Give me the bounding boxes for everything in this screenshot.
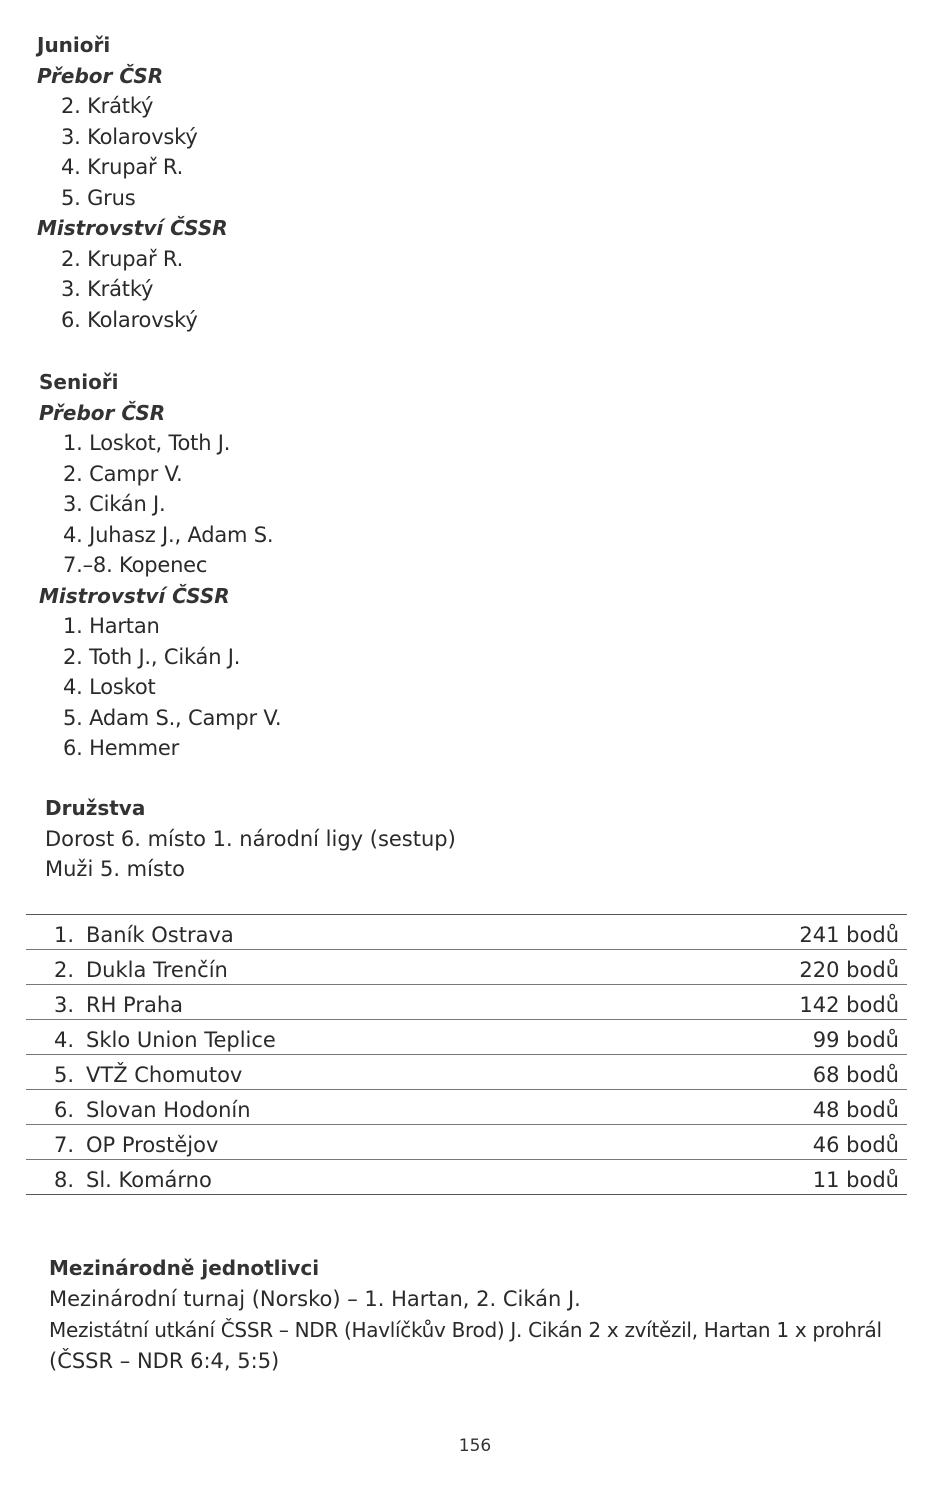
table-row [26,950,907,985]
table-row [26,1055,907,1090]
row-rank: 7. [53,1133,74,1157]
row-team: Sl. Komárno [86,1168,212,1192]
page-number: 156 [458,1436,492,1456]
list-item: 3. Cikán J. [63,492,166,516]
international-line: Mezinárodní turnaj (Norsko) – 1. Hartan, 2. Cikán J. [49,1287,581,1311]
list-item: 7.–8. Kopenec [63,553,208,577]
row-rank: 2. [53,958,74,982]
table-row [26,1125,907,1160]
row-team: RH Praha [86,993,184,1017]
list-item: 2. Krupař R. [61,246,184,271]
row-team: Baník Ostrava [86,923,234,947]
list-item: 4. Loskot [63,675,156,699]
list-item: 3. Krátký [61,277,154,301]
row-points: 241 bodů [799,923,899,947]
row-points: 142 bodů [799,993,899,1017]
list-item: 2. Krátký [61,94,154,118]
row-points: 11 bodů [812,1168,899,1192]
table-row [26,915,907,950]
senior-c1-title: Přebor ČSR [39,400,166,425]
row-points: 68 bodů [812,1063,899,1087]
international-line: (ČSSR – NDR 6:4, 5:5) [49,1349,280,1373]
list-item: 4. Krupař R. [61,155,184,179]
list-item: 2. Campr V. [63,461,183,486]
list-item: 1. Hartan [63,614,160,638]
results-table [26,914,907,1195]
row-rank: 1. [53,923,74,947]
row-team: Dukla Trenčín [86,958,228,982]
international-heading: Mezinárodně jednotlivci [49,1256,320,1280]
international-line: Mezistátní utkání ČSSR – NDR (Havlíčkův Brod) J. Cikán 2 x zvítězil, Hartan 1 x prohrál [49,1318,882,1342]
row-points: 46 bodů [812,1133,899,1157]
list-item: 4. Juhasz J., Adam S. [63,522,274,547]
senior-section [39,367,281,764]
row-team: Slovan Hodonín [86,1098,251,1122]
senior-c2-title: Mistrovství ČSSR [39,583,230,608]
international-section [49,1253,919,1377]
list-item: 1. Loskot, Toth J. [63,431,231,455]
table-row [26,1090,907,1125]
row-rank: 5. [53,1063,74,1087]
teams-line: Muži 5. místo [45,857,185,881]
row-team: Sklo Union Teplice [86,1028,276,1052]
row-rank: 3. [53,993,74,1017]
row-points: 48 bodů [812,1098,899,1122]
teams-line: Dorost 6. místo 1. národní ligy (sestup) [45,826,456,851]
senior-heading: Senioři [39,370,119,394]
list-item: 2. Toth J., Cikán J. [63,644,241,669]
junior-c1-title: Přebor ČSR [37,63,164,88]
junior-heading: Junioři [37,33,111,57]
row-rank: 4. [53,1028,74,1052]
list-item: 3. Kolarovský [61,124,198,149]
list-item: 6. Kolarovský [61,307,198,332]
teams-section [45,793,456,885]
list-item: 6. Hemmer [63,736,180,760]
table-row [26,985,907,1020]
row-team: VTŽ Chomutov [86,1063,243,1087]
table-row [26,1160,907,1195]
table-row [26,1020,907,1055]
list-item: 5. Grus [61,185,136,210]
row-rank: 6. [53,1098,74,1122]
row-team: OP Prostějov [86,1133,219,1157]
junior-c2-title: Mistrovství ČSSR [37,216,228,240]
row-points: 220 bodů [799,958,899,982]
list-item: 5. Adam S., Campr V. [63,705,282,730]
row-points: 99 bodů [812,1028,899,1052]
teams-heading: Družstva [45,796,146,820]
junior-section [37,30,228,335]
row-rank: 8. [53,1168,74,1192]
